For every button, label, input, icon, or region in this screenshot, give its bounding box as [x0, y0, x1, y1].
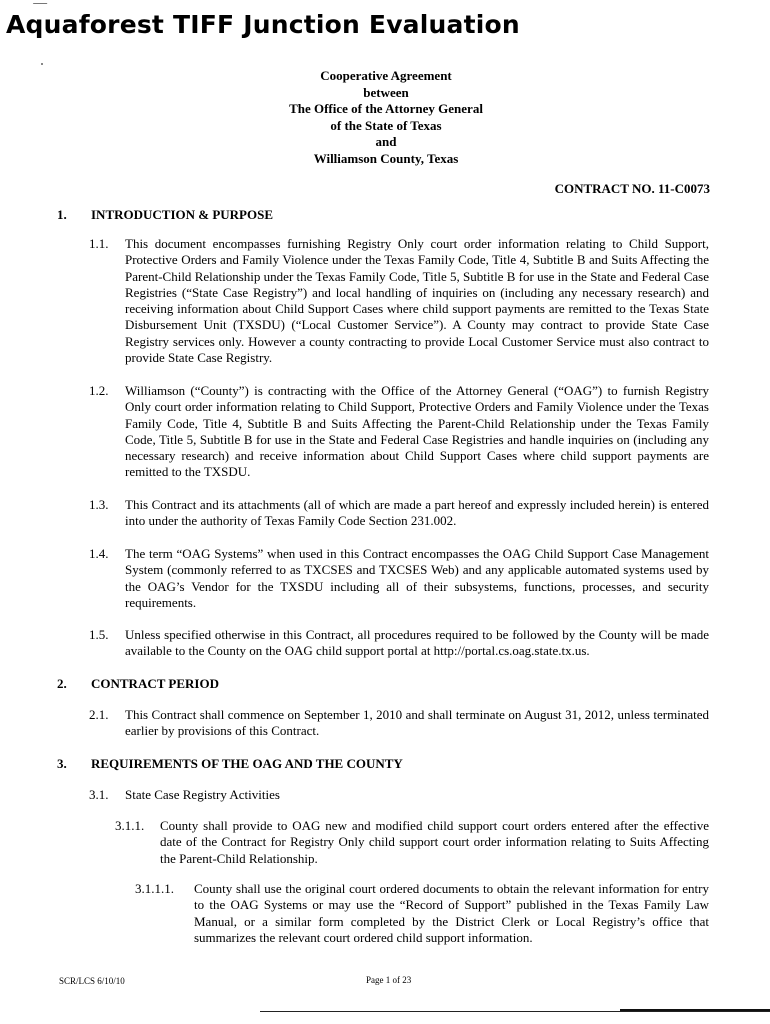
footer-revision: SCR/LCS 6/10/10 — [59, 976, 125, 986]
paragraph-1-2 — [89, 383, 709, 481]
section-title: REQUIREMENTS OF THE OAG AND THE COUNTY — [91, 756, 403, 771]
section-heading — [57, 756, 403, 772]
paragraph-text: This Contract and its attachments (all of which are made a part hereof and expressly included herein) is entered into under the authority of Texas Family Code Section 231.002. — [125, 497, 709, 529]
scan-artifact — [41, 63, 43, 65]
section-heading — [57, 207, 273, 223]
paragraph-text: County shall use the original court ordered documents to obtain the relevant information for entry to the OAG Systems or may use the “Record of Support” published in the Texas Family Law Manual, or a similar form completed by the District Clerk or Local Registry’s office that summarizes the relevant court ordered child support information. — [194, 881, 709, 945]
paragraph-text: The term “OAG Systems” when used in this Contract encompasses the OAG Child Support Case Management System (commonly referred to as TXCSES and TXCSES Web) and any applicable automated systems used by the OAG’s Vendor for the TXSDU including all of their subsystems, functions, processes, and security requirements. — [125, 546, 709, 610]
section-number: 2. — [57, 676, 67, 691]
scan-artifact — [33, 0, 49, 4]
paragraph-number: 3.1. — [89, 787, 109, 802]
title-line: between — [363, 84, 409, 100]
paragraph-1-1 — [89, 236, 709, 366]
paragraph-number: 2.1. — [89, 707, 109, 722]
paragraph-text: County shall provide to OAG new and modified child support court orders entered after the effective date of the Contract for Registry Only child support court order information relating to Suits Affecting the Parent-Child Relationship. — [160, 818, 709, 866]
paragraph-number: 1.1. — [89, 236, 109, 251]
section-number: 3. — [57, 756, 67, 771]
paragraph-text: This document encompasses furnishing Registry Only court order information relating to Child Support, Protective Orders and Family Violence under the Texas Family Code, Title 4, Subtitle B and Suits Affecting the Parent-Child Relationship under the Texas Family Code, Title 5, Subtitle B for use in the State and Federal Case Registries (“State Case Registry”) and local handling of inquiries on (including any necessary research) and receiving information about Child Support Cases where child support payments are remitted to the Texas State Disbursement Unit (TXSDU) (“Local Customer Service”). A County may contract to provide State Case Registry services only. However a county contracting to provide Local Customer Service must also contract to provide State Case Registry. — [125, 236, 709, 366]
paragraph-number: 1.2. — [89, 383, 109, 398]
section-title: CONTRACT PERIOD — [91, 676, 219, 691]
paragraph-text: Williamson (“County”) is contracting with the Office of the Attorney General (“OAG”) to furnish Registry Only court order information relating to Child Support, Protective Orders and Family Violence under the Texas Family Code, Title 4, Subtitle B and Suits Affecting the Parent-Child Relationship under the Texas Family Code, Title 5, Subtitle B for use in the State and Federal Case Registries and handle inquiries on (including any necessary research) and receive information about Child Support Cases where child support payments are remitted to the TXSDU. — [125, 383, 709, 480]
scan-edge-line — [620, 1009, 770, 1011]
paragraph-1-3 — [89, 497, 709, 530]
title-line: of the State of Texas — [330, 117, 442, 133]
evaluation-banner: Aquaforest TIFF Junction Evaluation — [6, 10, 520, 39]
paragraph-number: 3.1.1. — [115, 818, 145, 833]
paragraph-text: This Contract shall commence on September 1, 2010 and shall terminate on August 31, 2012, unless terminated earlier by provisions of this Contract. — [125, 707, 709, 739]
paragraph-1-4 — [89, 546, 709, 611]
paragraph-2-1 — [89, 707, 709, 740]
paragraph-3-1 — [89, 787, 709, 803]
title-line: The Office of the Attorney General — [289, 101, 483, 116]
page-number: Page 1 of 23 — [366, 975, 412, 985]
section-title: INTRODUCTION & PURPOSE — [91, 207, 274, 222]
paragraph-number: 1.4. — [89, 546, 109, 561]
paragraph-text: Unless specified otherwise in this Contract, all procedures required to be followed by the County will be made available to the County on the OAG child support portal at http://portal.cs.oag.state.tx.us. — [125, 627, 709, 659]
paragraph-number: 1.5. — [89, 627, 109, 642]
paragraph-number: 1.3. — [89, 497, 109, 512]
paragraph-1-5 — [89, 627, 709, 660]
paragraph-number: 3.1.1.1. — [135, 881, 174, 896]
section-heading — [57, 676, 219, 692]
section-number: 1. — [57, 207, 67, 222]
contract-number: CONTRACT NO. 11-C0073 — [554, 181, 710, 196]
agreement-title — [250, 68, 522, 167]
title-line: Cooperative Agreement — [320, 68, 452, 83]
title-line: Williamson County, Texas — [313, 150, 459, 166]
scan-edge-line — [260, 1011, 770, 1012]
paragraph-text: State Case Registry Activities — [125, 787, 280, 802]
paragraph-3-1-1 — [115, 818, 709, 867]
paragraph-3-1-1-1 — [135, 881, 709, 946]
title-line: and — [375, 134, 397, 149]
